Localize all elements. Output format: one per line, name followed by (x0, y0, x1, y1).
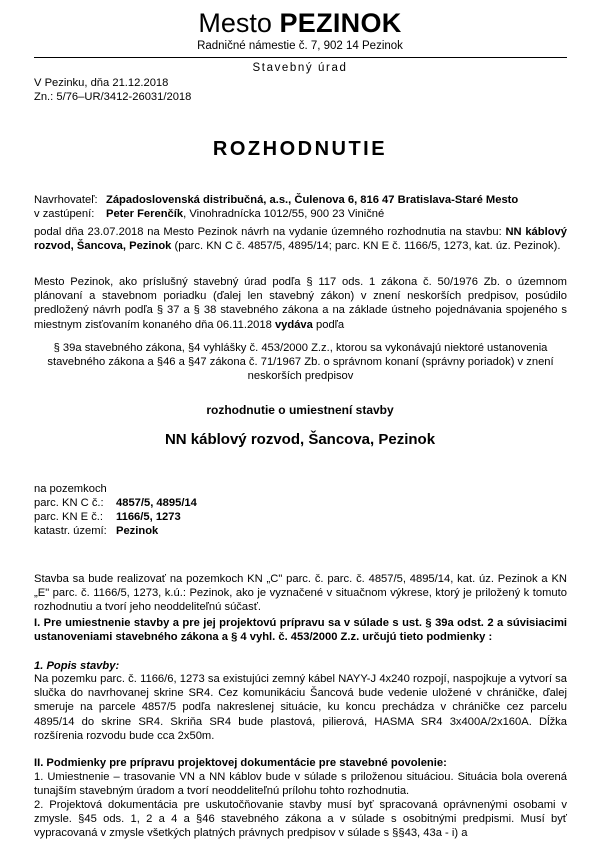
issues-keyword: vydáva (274, 318, 313, 331)
para2-tail: podľa (312, 318, 345, 331)
para1-parcels: (parc. KN C č. 4857/5, 4895/14; parc. KN E č. 1166/5, 1273, kat. úz. Pezinok). (171, 240, 561, 253)
land-value: 1166/5, 1273 (116, 511, 181, 523)
town-name: PEZINOK (279, 8, 402, 38)
section-2-heading: II. Podmienky pre prípravu projektovej dokumentácie pre stavebné povolenie: (34, 757, 447, 769)
land-label: katastr. území: (34, 525, 107, 537)
reference-number: Zn.: 5/76–UR/3412-26031/2018 (34, 91, 192, 103)
placement-paragraph: Stavba sa bude realizovať na pozemkoch KN „C" parc. č. parc. č. 4857/5, 4895/14, kat. úz. Pezinok a KN „E" parc. č. 1166/5, 1273, k.ú.: Pezinok, ako je vyznačené v situačnom výkrese, ktorý je priložený k tomuto rozhodnutiu a tvorí jeho neoddeliteľnú súčasť. (34, 573, 567, 614)
land-value: 4857/5, 4895/14 (116, 497, 197, 509)
applicant-value: Západoslovenská distribučná, a.s., Čulenova 6, 816 47 Bratislava-Staré Mesto (106, 194, 519, 206)
town-prefix: Mesto (198, 8, 280, 38)
document-heading: ROZHODNUTIE (212, 138, 388, 160)
land-intro: na pozemkoch (34, 483, 107, 495)
para1-text: podal dňa 23.07.2018 na Mesto Pezinok návrh na vydanie územného rozhodnutia na stavbu: (34, 226, 506, 238)
land-value: Pezinok (116, 525, 159, 537)
representative-row (34, 207, 384, 221)
project-name-inline: NN káblový rozvod, Šancova, Pezinok (34, 226, 567, 253)
land-label: parc. KN E č.: (34, 511, 104, 523)
project-title: NN káblový rozvod, Šancova, Pezinok (164, 431, 436, 448)
decision-title: rozhodnutie o umiestnení stavby (206, 403, 394, 417)
section-1-subheading: 1. Popis stavby: (34, 660, 120, 672)
town-address: Radničné námestie č. 7, 902 14 Pezinok (197, 40, 403, 52)
applicant-label: Navrhovateľ: (34, 194, 98, 206)
land-row (34, 510, 181, 524)
representative-name: Peter Ferenčík (106, 208, 184, 220)
section-1-heading: I. Pre umiestnenie stavby a pre jej projektovú prípravu sa v súlade s ust. § 39a odst. 2 a súvisiacimi ustanoveniami stavebného zákona a § 4 vyhl. č. 453/2000 Z.z. určujú tieto podmienky : (34, 617, 567, 644)
header-divider (34, 57, 567, 58)
condition-item-1: 1. Umiestnenie – trasovanie VN a NN káblov bude v súlade s priloženou situáciou. Situácia bola overená tunajším stavebným úradom a tvorí neoddeliteľnú prílohu tohto rozhodnutia. (34, 771, 567, 798)
representative-label: v zastúpení: (34, 208, 95, 220)
legal-basis-paragraph: § 39a stavebného zákona, §4 vyhlášky č. 453/2000 Z.z., ktorou sa vykonávajú niektoré ustanovenia stavebného zákona a §46 a §47 zákona č. 71/1967 Zb. o správnom konaní (správny poriadok) v znení neskorších predpisov (47, 342, 554, 383)
condition-item-2: 2. Projektová dokumentácia pre uskutočňovanie stavby musí byť spracovaná oprávnenými osobami v zmysle. §45 ods. 1, 2 a 4 a §46 stavebného zákona a v súlade s osobitnými predpismi. Musí byť vypracovaná v zmysle všetkých platných právnych predpisov v súlade s §§43, 43a - i) a (34, 799, 567, 840)
land-label: parc. KN C č.: (34, 497, 104, 509)
office-name: Stavebný úrad (252, 62, 348, 74)
authority-paragraph (34, 275, 567, 332)
representative-address: , Vinohradnícka 1012/55, 900 23 Viničné (183, 208, 385, 220)
date-line: V Pezinku, dňa 21.12.2018 (34, 77, 169, 89)
town-title (0, 8, 600, 38)
applicant-row (34, 193, 518, 207)
land-row (34, 524, 158, 538)
construction-description: Na pozemku parc. č. 1166/6, 1273 sa existujúci zemný kábel NAYY-J 4x240 rozpojí, naspojkuje a vytvorí sa slučka do navrhovanej skrine SR4. Cez komunikáciu Šancová bude vedenie uložené v chráničke, ďalej smeruje na parcele 4857/5 podľa nakreslenej situácie, ku koncu prechádza v chráničke cez parcelu 4895/14 do skrine SR4. Skriňa SR4 bude plastová, pilierová, HASMA SR4 3x400A/2x160A. Dĺžka rozšírenia rozvodu bude cca 2x50m. (34, 673, 567, 742)
application-paragraph (34, 225, 567, 253)
land-row (34, 496, 197, 510)
para2-text: Mesto Pezinok, ako príslušný stavebný úrad podľa § 117 ods. 1 zákona č. 50/1976 Zb. o územnom plánovaní a stavebnom poriadku (ďalej len stavebný zákon) v znení neskorších predpisov, posúdilo predložený návrh podľa § 37 a § 38 stavebného zákona a na základe ústneho pojednávania spojeného s miestnym zisťovaním konaného dňa 06.11.2018 (34, 276, 567, 331)
